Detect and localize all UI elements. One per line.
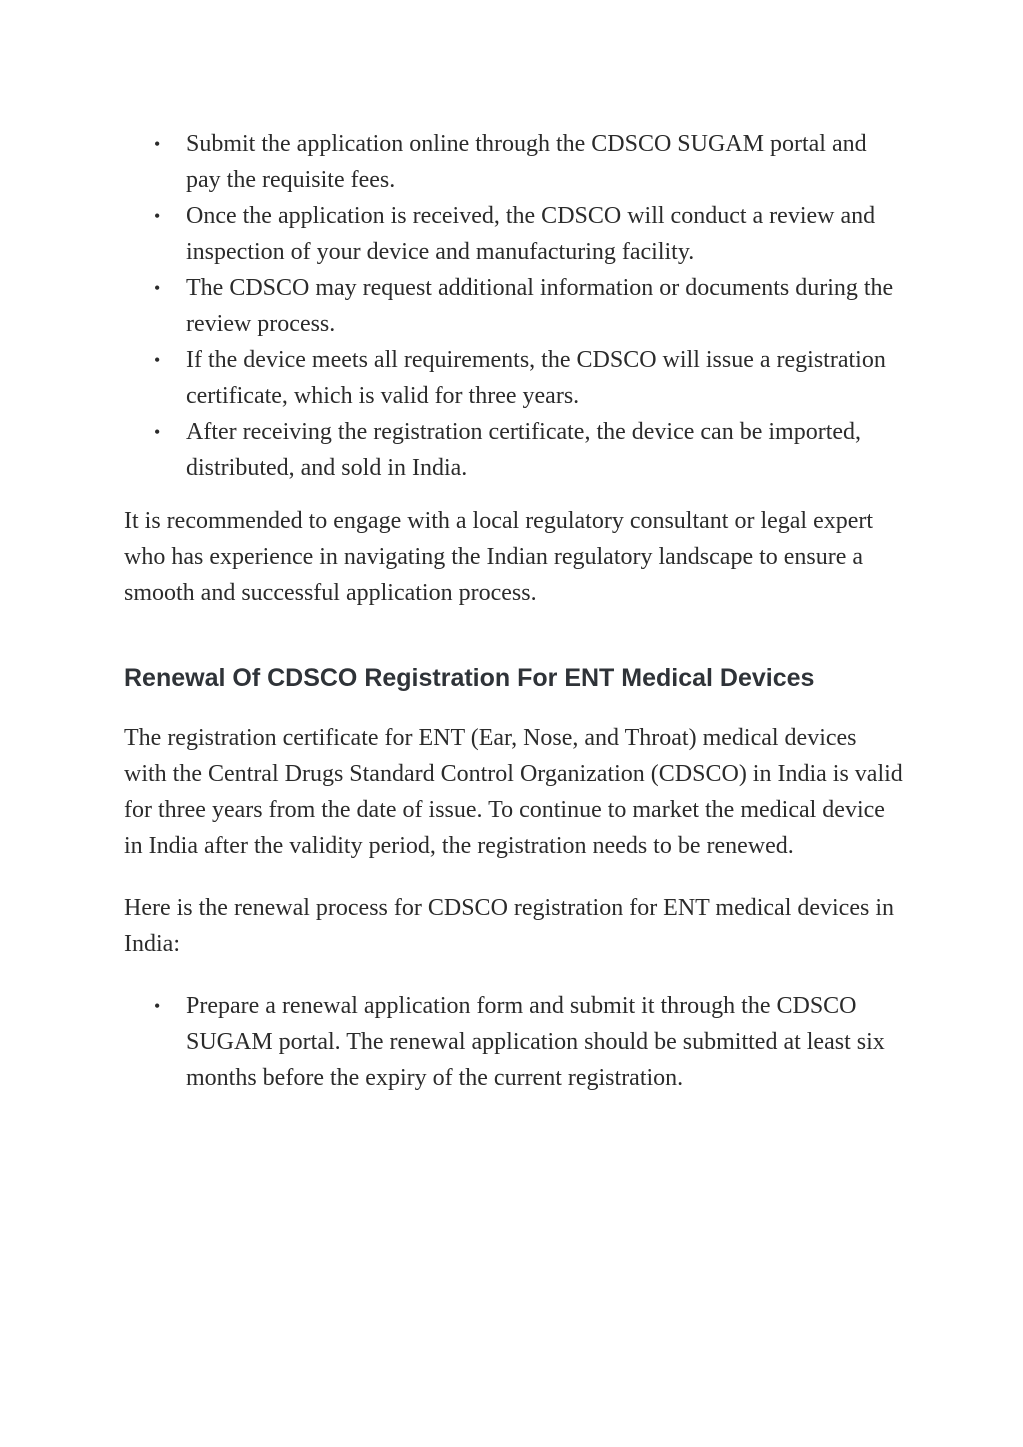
list-item <box>124 342 904 414</box>
bullet-icon: • <box>154 278 161 298</box>
list-item <box>124 414 904 486</box>
recommendation-paragraph: It is recommended to engage with a local regulatory consultant or legal expert who has experience in navigating the Indian regulatory landscape to ensure a smooth and successful application process. <box>124 508 874 606</box>
list-item <box>124 126 904 198</box>
list-item-text: If the device meets all requirements, the CDSCO will issue a registration certificate, which is valid for three years. <box>186 347 886 409</box>
section-heading: Renewal Of CDSCO Registration For ENT Medical Devices <box>124 664 815 692</box>
intro-paragraph: The registration certificate for ENT (Ear, Nose, and Throat) medical devices with the Central Drugs Standard Control Organization (CDSCO) in India is valid for three years from the date of issue. To continue to market the medical device in India after the validity period, the registration needs to be renewed. <box>124 725 903 859</box>
process-intro-paragraph: Here is the renewal process for CDSCO registration for ENT medical devices in India: <box>124 895 894 957</box>
list-item <box>124 270 904 342</box>
list-item-text: Submit the application online through the CDSCO SUGAM portal and pay the requisite fees. <box>186 131 867 193</box>
list-item <box>124 988 904 1096</box>
list-item <box>124 198 904 270</box>
bullet-icon: • <box>154 350 161 370</box>
list-item-text: Once the application is received, the CDSCO will conduct a review and inspection of your device and manufacturing facility. <box>186 203 876 265</box>
list-item-text: The CDSCO may request additional information or documents during the review process. <box>186 275 894 337</box>
application-steps-list <box>124 126 904 486</box>
list-item-text: After receiving the registration certificate, the device can be imported, distributed, and sold in India. <box>186 419 862 481</box>
bullet-icon: • <box>154 206 161 226</box>
bullet-icon: • <box>154 134 161 154</box>
renewal-steps-list <box>124 988 904 1096</box>
bullet-icon: • <box>154 422 161 442</box>
document-page <box>124 126 904 1096</box>
bullet-icon: • <box>154 996 161 1016</box>
list-item-text: Prepare a renewal application form and submit it through the CDSCO SUGAM portal. The renewal application should be submitted at least six months before the expiry of the current registration. <box>186 993 885 1091</box>
